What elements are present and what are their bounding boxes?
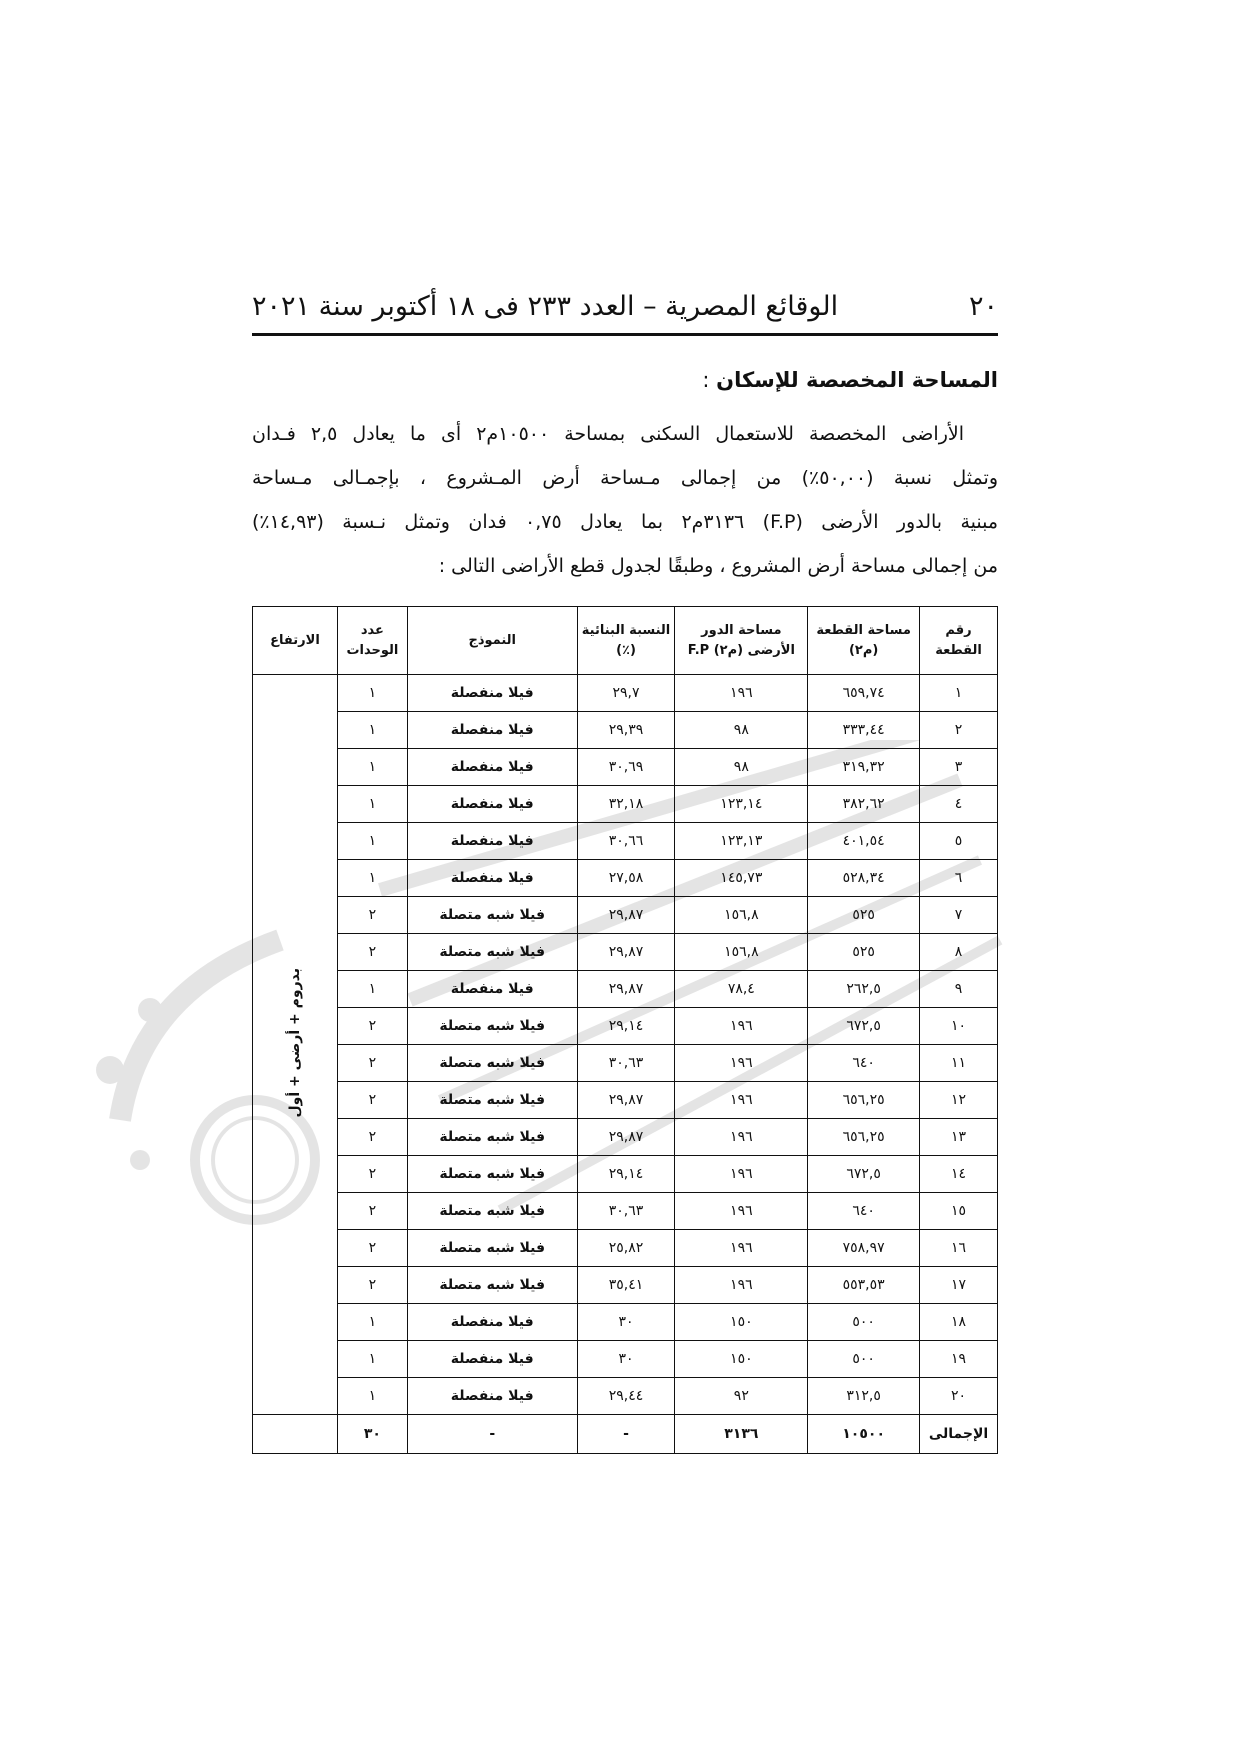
cell-model: فيلا منفصلة bbox=[407, 1378, 577, 1415]
cell-plot-no: ١٠ bbox=[920, 1008, 998, 1045]
cell-model: فيلا منفصلة bbox=[407, 860, 577, 897]
cell-plot-no: ١٨ bbox=[920, 1304, 998, 1341]
cell-ground-floor-area: ١٤٥,٧٣ bbox=[675, 860, 808, 897]
cell-height bbox=[253, 675, 338, 1415]
cell-model: فيلا منفصلة bbox=[407, 1341, 577, 1378]
cell-units: ١ bbox=[337, 1378, 407, 1415]
cell-building-ratio: ٢٥,٨٢ bbox=[577, 1230, 675, 1267]
cell-units: ٢ bbox=[337, 897, 407, 934]
cell-plot-no: ١٧ bbox=[920, 1267, 998, 1304]
header-model: النموذج bbox=[407, 607, 577, 675]
cell-plot-area: ٦٥٦,٢٥ bbox=[808, 1082, 920, 1119]
cell-building-ratio: ٢٩,٤٤ bbox=[577, 1378, 675, 1415]
cell-building-ratio: ٢٩,٨٧ bbox=[577, 1082, 675, 1119]
header-divider bbox=[252, 333, 998, 336]
page-header bbox=[252, 286, 998, 326]
paragraph-line-3: مبنية بالدور الأرضى (F.P) ٣١٣٦م٢ بما يعادل ٠,٧٥ فدان وتمثل نـسبة (١٤,٩٣٪) bbox=[252, 511, 999, 533]
cell-model: فيلا شبه متصلة bbox=[407, 1008, 577, 1045]
total-plot-area: ١٠٥٠٠ bbox=[808, 1415, 920, 1454]
header-ground-floor-area: مساحة الدور الأرضى (م٢) F.P bbox=[675, 607, 808, 675]
table-row bbox=[253, 786, 998, 823]
cell-units: ٢ bbox=[337, 1193, 407, 1230]
table-row bbox=[253, 1230, 998, 1267]
table-row bbox=[253, 1082, 998, 1119]
cell-ground-floor-area: ١٩٦ bbox=[675, 1119, 808, 1156]
cell-plot-area: ٦٥٦,٢٥ bbox=[808, 1119, 920, 1156]
cell-plot-no: ١٢ bbox=[920, 1082, 998, 1119]
table-row bbox=[253, 749, 998, 786]
cell-ground-floor-area: ٩٨ bbox=[675, 712, 808, 749]
cell-plot-no: ١٩ bbox=[920, 1341, 998, 1378]
cell-model: فيلا منفصلة bbox=[407, 749, 577, 786]
cell-plot-area: ٧٥٨,٩٧ bbox=[808, 1230, 920, 1267]
table-row bbox=[253, 971, 998, 1008]
cell-units: ٢ bbox=[337, 1119, 407, 1156]
cell-building-ratio: ٣٢,١٨ bbox=[577, 786, 675, 823]
cell-plot-no: ٢ bbox=[920, 712, 998, 749]
cell-plot-area: ٥٠٠ bbox=[808, 1304, 920, 1341]
table-row bbox=[253, 1267, 998, 1304]
cell-plot-no: ٢٠ bbox=[920, 1378, 998, 1415]
cell-ground-floor-area: ١٥٠ bbox=[675, 1304, 808, 1341]
table-row bbox=[253, 1378, 998, 1415]
table-row bbox=[253, 1193, 998, 1230]
cell-ground-floor-area: ١٩٦ bbox=[675, 1045, 808, 1082]
cell-model: فيلا منفصلة bbox=[407, 712, 577, 749]
table-row bbox=[253, 675, 998, 712]
cell-plot-area: ٦٤٠ bbox=[808, 1045, 920, 1082]
section-title-colon: : bbox=[702, 368, 717, 392]
total-label: الإجمالى bbox=[920, 1415, 998, 1454]
cell-units: ١ bbox=[337, 1304, 407, 1341]
cell-plot-area: ٥٢٨,٣٤ bbox=[808, 860, 920, 897]
cell-building-ratio: ٢٩,٨٧ bbox=[577, 1119, 675, 1156]
table-row bbox=[253, 712, 998, 749]
table-row bbox=[253, 1119, 998, 1156]
cell-plot-no: ٦ bbox=[920, 860, 998, 897]
header-plot-no: رقم القطعة bbox=[920, 607, 998, 675]
cell-ground-floor-area: ١٩٦ bbox=[675, 1156, 808, 1193]
cell-plot-area: ٣٣٣,٤٤ bbox=[808, 712, 920, 749]
cell-model: فيلا شبه متصلة bbox=[407, 1193, 577, 1230]
table-row bbox=[253, 1156, 998, 1193]
cell-units: ٢ bbox=[337, 1156, 407, 1193]
paragraph-line-1: الأراضى المخصصة للاستعمال السكنى بمساحة ١٠٥٠٠م٢ أى ما يعادل ٢,٥ فـدان bbox=[252, 423, 964, 445]
table-total-row bbox=[253, 1415, 998, 1454]
page-number: ٢٠ bbox=[968, 290, 998, 322]
plots-table bbox=[252, 606, 998, 1454]
cell-units: ١ bbox=[337, 675, 407, 712]
cell-model: فيلا شبه متصلة bbox=[407, 1230, 577, 1267]
cell-model: فيلا شبه متصلة bbox=[407, 897, 577, 934]
cell-building-ratio: ٣٠,٦٦ bbox=[577, 823, 675, 860]
cell-plot-area: ٣٨٢,٦٢ bbox=[808, 786, 920, 823]
table-row bbox=[253, 823, 998, 860]
cell-building-ratio: ٣٠,٦٣ bbox=[577, 1045, 675, 1082]
cell-model: فيلا شبه متصلة bbox=[407, 1082, 577, 1119]
header-plot-area: مساحة القطعة (م٢) bbox=[808, 607, 920, 675]
cell-plot-no: ٤ bbox=[920, 786, 998, 823]
cell-building-ratio: ٣٠,٦٣ bbox=[577, 1193, 675, 1230]
cell-plot-area: ٣١٩,٣٢ bbox=[808, 749, 920, 786]
cell-ground-floor-area: ٩٢ bbox=[675, 1378, 808, 1415]
cell-plot-area: ٦٥٩,٧٤ bbox=[808, 675, 920, 712]
cell-building-ratio: ٢٧,٥٨ bbox=[577, 860, 675, 897]
table-row bbox=[253, 1341, 998, 1378]
cell-building-ratio: ٣٥,٤١ bbox=[577, 1267, 675, 1304]
cell-building-ratio: ٢٩,١٤ bbox=[577, 1008, 675, 1045]
cell-building-ratio: ٢٩,٨٧ bbox=[577, 934, 675, 971]
cell-model: فيلا منفصلة bbox=[407, 675, 577, 712]
table-row bbox=[253, 1045, 998, 1082]
cell-plot-area: ٤٠١,٥٤ bbox=[808, 823, 920, 860]
cell-model: فيلا شبه متصلة bbox=[407, 1119, 577, 1156]
cell-building-ratio: ٢٩,٧ bbox=[577, 675, 675, 712]
cell-plot-no: ١ bbox=[920, 675, 998, 712]
cell-units: ١ bbox=[337, 823, 407, 860]
table-row bbox=[253, 934, 998, 971]
cell-model: فيلا منفصلة bbox=[407, 1304, 577, 1341]
cell-units: ٢ bbox=[337, 1082, 407, 1119]
total-ground-floor-area: ٣١٣٦ bbox=[675, 1415, 808, 1454]
cell-plot-area: ٣١٢,٥ bbox=[808, 1378, 920, 1415]
cell-plot-area: ٥٠٠ bbox=[808, 1341, 920, 1378]
table-row bbox=[253, 1304, 998, 1341]
cell-model: فيلا منفصلة bbox=[407, 786, 577, 823]
cell-building-ratio: ٢٩,٨٧ bbox=[577, 897, 675, 934]
cell-ground-floor-area: ١٩٦ bbox=[675, 1082, 808, 1119]
cell-building-ratio: ٣٠ bbox=[577, 1341, 675, 1378]
cell-plot-no: ٧ bbox=[920, 897, 998, 934]
cell-plot-no: ٥ bbox=[920, 823, 998, 860]
cell-model: فيلا شبه متصلة bbox=[407, 1156, 577, 1193]
cell-units: ١ bbox=[337, 1341, 407, 1378]
total-building-ratio: - bbox=[577, 1415, 675, 1454]
cell-model: فيلا شبه متصلة bbox=[407, 1045, 577, 1082]
total-model: - bbox=[407, 1415, 577, 1454]
cell-plot-area: ٥٢٥ bbox=[808, 897, 920, 934]
cell-ground-floor-area: ١٩٦ bbox=[675, 1008, 808, 1045]
cell-plot-no: ٣ bbox=[920, 749, 998, 786]
cell-units: ١ bbox=[337, 860, 407, 897]
cell-units: ١ bbox=[337, 971, 407, 1008]
cell-units: ١ bbox=[337, 712, 407, 749]
total-units: ٣٠ bbox=[337, 1415, 407, 1454]
paragraph-line-4: من إجمالى مساحة أرض المشروع ، وطبقًا لجدول قطع الأراضى التالى : bbox=[438, 555, 998, 577]
cell-plot-area: ٢٦٢,٥ bbox=[808, 971, 920, 1008]
cell-model: فيلا شبه متصلة bbox=[407, 934, 577, 971]
cell-ground-floor-area: ١٢٣,١٤ bbox=[675, 786, 808, 823]
cell-plot-no: ١٤ bbox=[920, 1156, 998, 1193]
cell-ground-floor-area: ١٩٦ bbox=[675, 1267, 808, 1304]
cell-ground-floor-area: ٧٨,٤ bbox=[675, 971, 808, 1008]
cell-model: فيلا منفصلة bbox=[407, 823, 577, 860]
cell-ground-floor-area: ١٥٦,٨ bbox=[675, 934, 808, 971]
paragraph-line-2: وتمثل نسبة (٥٠,٠٠٪) من إجمالى مـساحة أرض المـشروع ، بإجمـالى مـساحة bbox=[252, 467, 998, 489]
table-row bbox=[253, 860, 998, 897]
section-heading bbox=[252, 368, 998, 392]
cell-units: ١ bbox=[337, 786, 407, 823]
cell-building-ratio: ٢٩,٨٧ bbox=[577, 971, 675, 1008]
cell-ground-floor-area: ١٩٦ bbox=[675, 1230, 808, 1267]
cell-building-ratio: ٢٩,١٤ bbox=[577, 1156, 675, 1193]
cell-plot-no: ١١ bbox=[920, 1045, 998, 1082]
cell-ground-floor-area: ٩٨ bbox=[675, 749, 808, 786]
header-units: عدد الوحدات bbox=[337, 607, 407, 675]
cell-plot-no: ٩ bbox=[920, 971, 998, 1008]
cell-plot-no: ١٦ bbox=[920, 1230, 998, 1267]
cell-ground-floor-area: ١٩٦ bbox=[675, 675, 808, 712]
cell-ground-floor-area: ١٥٠ bbox=[675, 1341, 808, 1378]
section-title: المساحة المخصصة للإسكان bbox=[716, 368, 998, 392]
cell-plot-no: ٨ bbox=[920, 934, 998, 971]
body-paragraph bbox=[252, 412, 998, 588]
cell-plot-no: ١٣ bbox=[920, 1119, 998, 1156]
total-height bbox=[253, 1415, 338, 1454]
cell-plot-area: ٥٢٥ bbox=[808, 934, 920, 971]
cell-plot-area: ٦٧٢,٥ bbox=[808, 1008, 920, 1045]
cell-plot-no: ١٥ bbox=[920, 1193, 998, 1230]
header-building-ratio: النسبة البنائية (٪) bbox=[577, 607, 675, 675]
cell-model: فيلا شبه متصلة bbox=[407, 1267, 577, 1304]
cell-ground-floor-area: ١٢٣,١٣ bbox=[675, 823, 808, 860]
cell-units: ٢ bbox=[337, 1230, 407, 1267]
cell-model: فيلا منفصلة bbox=[407, 971, 577, 1008]
table-header-row bbox=[253, 607, 998, 675]
cell-building-ratio: ٣٠,٦٩ bbox=[577, 749, 675, 786]
cell-plot-area: ٦٤٠ bbox=[808, 1193, 920, 1230]
table-row bbox=[253, 1008, 998, 1045]
cell-ground-floor-area: ١٥٦,٨ bbox=[675, 897, 808, 934]
cell-plot-area: ٥٥٣,٥٣ bbox=[808, 1267, 920, 1304]
height-value: بدروم + أرضى + أول bbox=[286, 967, 303, 1118]
cell-units: ٢ bbox=[337, 1267, 407, 1304]
cell-building-ratio: ٣٠ bbox=[577, 1304, 675, 1341]
cell-building-ratio: ٢٩,٣٩ bbox=[577, 712, 675, 749]
cell-units: ٢ bbox=[337, 1045, 407, 1082]
publication-title: الوقائع المصرية – العدد ٢٣٣ فى ١٨ أكتوبر سنة ٢٠٢١ bbox=[252, 290, 839, 322]
cell-units: ٢ bbox=[337, 1008, 407, 1045]
cell-plot-area: ٦٧٢,٥ bbox=[808, 1156, 920, 1193]
cell-units: ١ bbox=[337, 749, 407, 786]
cell-units: ٢ bbox=[337, 934, 407, 971]
cell-ground-floor-area: ١٩٦ bbox=[675, 1193, 808, 1230]
table-row bbox=[253, 897, 998, 934]
header-height: الارتفاع bbox=[253, 607, 338, 675]
